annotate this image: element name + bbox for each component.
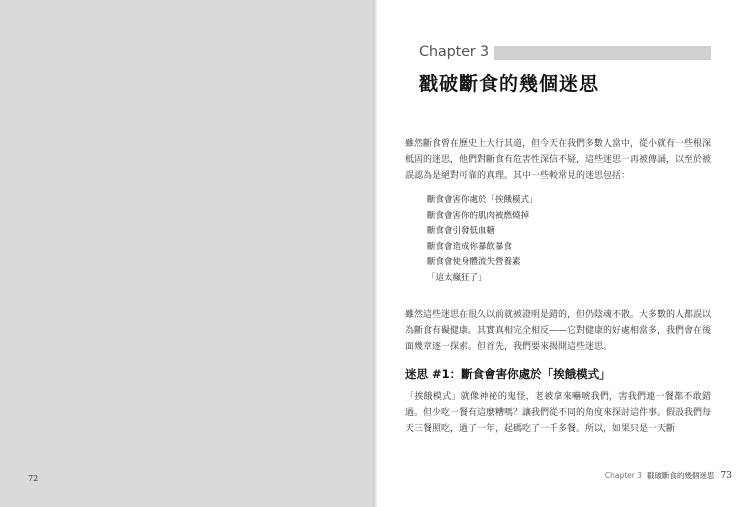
list-item: 斷食會害你處於「挨餓模式」	[427, 195, 538, 205]
list-item: 斷食會造成你暴飲暴食	[427, 241, 513, 252]
page-number-right: 73	[720, 471, 732, 481]
footer-chapter-label: Chapter 3	[604, 471, 643, 480]
list-item: 斷食會害你的肌肉被燃燒掉	[427, 210, 530, 221]
footer-chapter-title: 戳破斷食的幾個迷思	[647, 471, 715, 480]
page-number-left: 72	[28, 474, 39, 483]
chapter-title: 戳破斷食的幾個迷思	[419, 73, 600, 95]
myth-list	[427, 193, 538, 286]
body-paragraph: 雖然這些迷思在很久以前就被證明是錯的，但仍陰魂不散。大多數的人都誤以為斷食有礙健康。其實真相完全相反——它對健康的好處相當多，我們會在後面幾章逐一探索。但首先，我們要來揭開這些迷思。	[405, 310, 712, 352]
section-heading: 迷思 #1：斷食會害你處於「挨餓模式」	[405, 367, 611, 381]
intro-paragraph: 雖然斷食曾在歷史上大行其道，但今天在我們多數人當中，從小就有一些根深柢固的迷思，他們對斷食有危害性深信不疑，這些迷思一再被傳誦，以至於被誤認為是絕對可靠的真理。其中一些較常見的迷思包括：	[405, 139, 712, 181]
chapter-header-bar	[494, 46, 711, 60]
running-footer	[605, 470, 732, 481]
right-page	[377, 0, 750, 507]
list-item: 斷食會使身體流失營養素	[427, 257, 521, 267]
list-item: 斷食會引發低血糖	[427, 226, 496, 236]
section-paragraph: 「挨餓模式」就像神祕的鬼怪，老被拿來嚇唬我們，害我們連一餐都不敢錯過。但少吃一餐有這麼糟嗎？讓我們從不同的角度來探討這件事。假設我們每天三餐照吃，過了一年，起碼吃了一千多餐。所以，如果只是一天斷	[405, 392, 712, 434]
chapter-header	[419, 44, 711, 62]
chapter-label: Chapter 3	[419, 44, 490, 60]
list-item: 「這太瘋狂了」	[427, 272, 487, 283]
